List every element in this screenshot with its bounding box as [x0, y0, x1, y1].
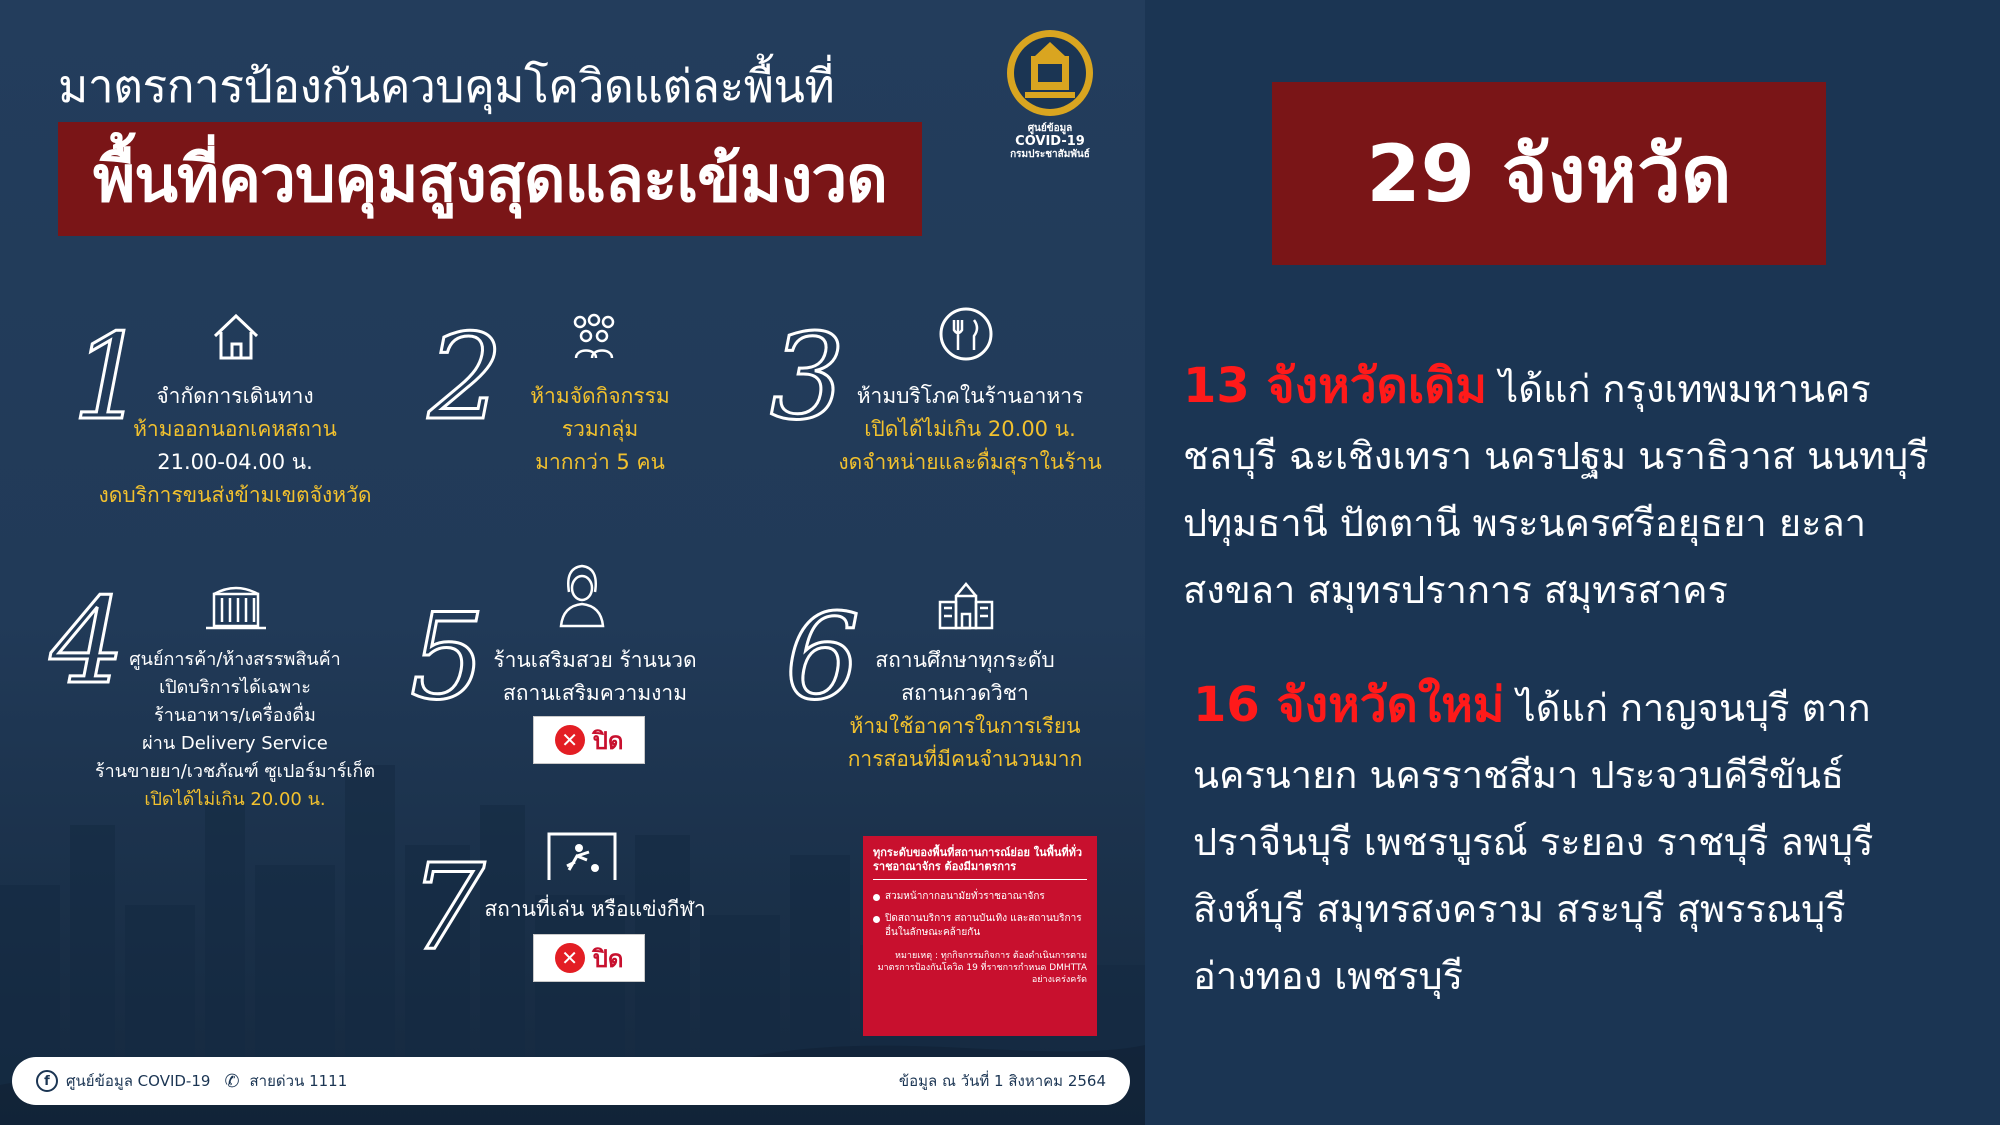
phone-icon: ✆	[224, 1070, 240, 1092]
province-line: สงขลา สมุทรปราการ สมุทรสาคร	[1183, 568, 1728, 612]
measure-number-4: 4	[50, 572, 126, 710]
old-provinces-heading: 13 จังหวัดเดิม	[1183, 358, 1488, 414]
notice-title: ทุกระดับของพื้นที่สถานการณ์ย่อย ในพื้นที่ทั่วราชอาณาจักร ต้องมีมาตรการ	[873, 846, 1087, 880]
measure-line: การสอนที่มีคนจำนวนมาก	[847, 747, 1083, 771]
measure-line: ห้ามจัดกิจกรรม	[530, 384, 670, 408]
old-provinces-block	[1183, 353, 1943, 624]
measure-6-text	[840, 644, 1090, 776]
province-line: สิงห์บุรี สมุทรสงคราม สระบุรี สุพรรณบุรี	[1193, 887, 1846, 931]
emblem-caption	[985, 122, 1115, 161]
closed-label: ปิด	[592, 944, 624, 973]
measure-line: ร้านอาหาร/เครื่องดื่ม	[154, 705, 316, 726]
emblem-caption-line: COVID-19	[1015, 134, 1085, 149]
measure-5-text	[485, 644, 705, 710]
measure-line: ร้านเสริมสวย ร้านนวด	[493, 648, 697, 672]
measure-line: งดจำหน่ายและดื่มสุราในร้าน	[838, 450, 1102, 474]
school-icon	[936, 580, 996, 630]
measure-line: ห้ามบริโภคในร้านอาหาร	[856, 384, 1084, 408]
house-icon	[209, 310, 263, 364]
measure-line: ร้านขายยา/เวชภัณฑ์ ซูเปอร์มาร์เก็ต	[95, 761, 376, 782]
mall-icon	[204, 580, 268, 632]
area-level-banner	[58, 122, 922, 236]
footer-bar	[12, 1057, 1130, 1105]
measure-number-3: 3	[770, 308, 846, 446]
measure-number-2: 2	[428, 308, 504, 446]
government-emblem-icon	[1005, 28, 1095, 118]
measure-line: มากกว่า 5 คน	[535, 450, 665, 474]
measure-line: 21.00-04.00 น.	[157, 450, 313, 474]
nationwide-notice-box	[863, 836, 1097, 1036]
province-count-box	[1272, 82, 1826, 265]
province-line: อ่างทอง เพชรบุรี	[1193, 954, 1463, 998]
facebook-label: ศูนย์ข้อมูล COVID-19	[66, 1072, 211, 1090]
notice-bullet-text: ปิดสถานบริการ สถานบันเทิง และสถานบริการอื่นในลักษณะคล้ายกัน	[885, 913, 1082, 938]
measure-line: สถานที่เล่น หรือแข่งกีฬา	[484, 897, 706, 921]
hotline-label: สายด่วน 1111	[249, 1072, 348, 1090]
province-line: ปราจีนบุรี เพชรบูรณ์ ระยอง ราชบุรี ลพบุรี	[1193, 820, 1874, 864]
measure-1-text	[80, 380, 390, 512]
measure-4-text	[95, 646, 375, 814]
salon-icon	[555, 562, 609, 628]
measure-3-text	[830, 380, 1110, 479]
measure-line: เปิดได้ไม่เกิน 20.00 น.	[864, 417, 1076, 441]
measure-line: สถานเสริมความงาม	[502, 681, 688, 705]
notice-bullet	[873, 890, 1087, 904]
notice-bullet-text: สวมหน้ากากอนามัยทั่วราชอาณาจักร	[885, 891, 1045, 902]
province-line: ปทุมธานี ปัตตานี พระนครศรีอยุธยา ยะลา	[1183, 501, 1867, 545]
group-icon	[566, 312, 622, 360]
measure-2-text	[500, 380, 700, 479]
measure-number-1: 1	[72, 308, 148, 446]
province-line: นครนายก นครราชสีมา ประจวบคีรีขันธ์	[1193, 753, 1845, 797]
bullet-icon	[873, 916, 880, 923]
measure-line: เปิดบริการได้เฉพาะ	[159, 677, 311, 698]
measure-line: รวมกลุ่ม	[561, 417, 639, 441]
facebook-icon: f	[36, 1070, 58, 1092]
province-text: ได้แก่ กรุงเทพมหานคร	[1499, 367, 1871, 411]
closed-badge	[533, 934, 645, 982]
new-provinces-block	[1193, 672, 1953, 1010]
measure-line: จำกัดการเดินทาง	[156, 384, 314, 408]
closed-label: ปิด	[592, 726, 624, 755]
dining-icon	[938, 306, 994, 362]
measure-number-7: 7	[410, 838, 486, 976]
closed-badge	[533, 716, 645, 764]
measure-line: ห้ามใช้อาคารในการเรียน	[849, 714, 1081, 738]
province-line: ชลบุรี ฉะเชิงเทรา นครปฐม นราธิวาส นนทบุรี	[1183, 434, 1929, 478]
measure-line: ห้ามออกนอกเคหสถาน	[133, 417, 337, 441]
province-line	[1183, 353, 1943, 423]
measure-line: ผ่าน Delivery Service	[142, 733, 328, 754]
measure-number-5: 5	[410, 588, 486, 726]
notice-note: หมายเหตุ : ทุกกิจกรรมกิจการ ต้องดำเนินการตามมาตรการป้องกันโควิด 19 ที่ราชการกำหนด DMHTTA อย่างเคร่งครัด	[877, 951, 1087, 985]
measure-number-6: 6	[785, 588, 861, 726]
measure-7-text	[480, 893, 710, 926]
measure-line: งดบริการขนส่งข้ามเขตจังหวัด	[98, 483, 372, 507]
data-date-label: ข้อมูล ณ วันที่ 1 สิงหาคม 2564	[898, 1072, 1106, 1090]
new-provinces-heading: 16 จังหวัดใหม่	[1193, 677, 1505, 733]
measure-line: สถานกวดวิชา	[901, 681, 1029, 705]
emblem-caption-line: ศูนย์ข้อมูล	[1027, 123, 1073, 134]
sports-icon	[545, 830, 619, 884]
measure-line: สถานศึกษาทุกระดับ	[875, 648, 1055, 672]
measure-line: เปิดได้ไม่เกิน 20.00 น.	[144, 789, 326, 810]
province-line	[1193, 672, 1953, 742]
province-text: ได้แก่ กาญจนบุรี ตาก	[1516, 686, 1871, 730]
bullet-icon	[873, 894, 880, 901]
notice-bullet	[873, 912, 1087, 940]
page-title: มาตรการป้องกันควบคุมโควิดแต่ละพื้นที่	[58, 59, 835, 113]
area-level-label: พื้นที่ควบคุมสูงสุดและเข้มงวด	[93, 143, 887, 217]
emblem-caption-line: กรมประชาสัมพันธ์	[1010, 149, 1090, 160]
province-count: 29 จังหวัด	[1366, 129, 1732, 220]
close-icon: ✕	[555, 725, 585, 755]
measure-line: ศูนย์การค้า/ห้างสรรพสินค้า	[129, 649, 341, 670]
close-icon: ✕	[555, 943, 585, 973]
